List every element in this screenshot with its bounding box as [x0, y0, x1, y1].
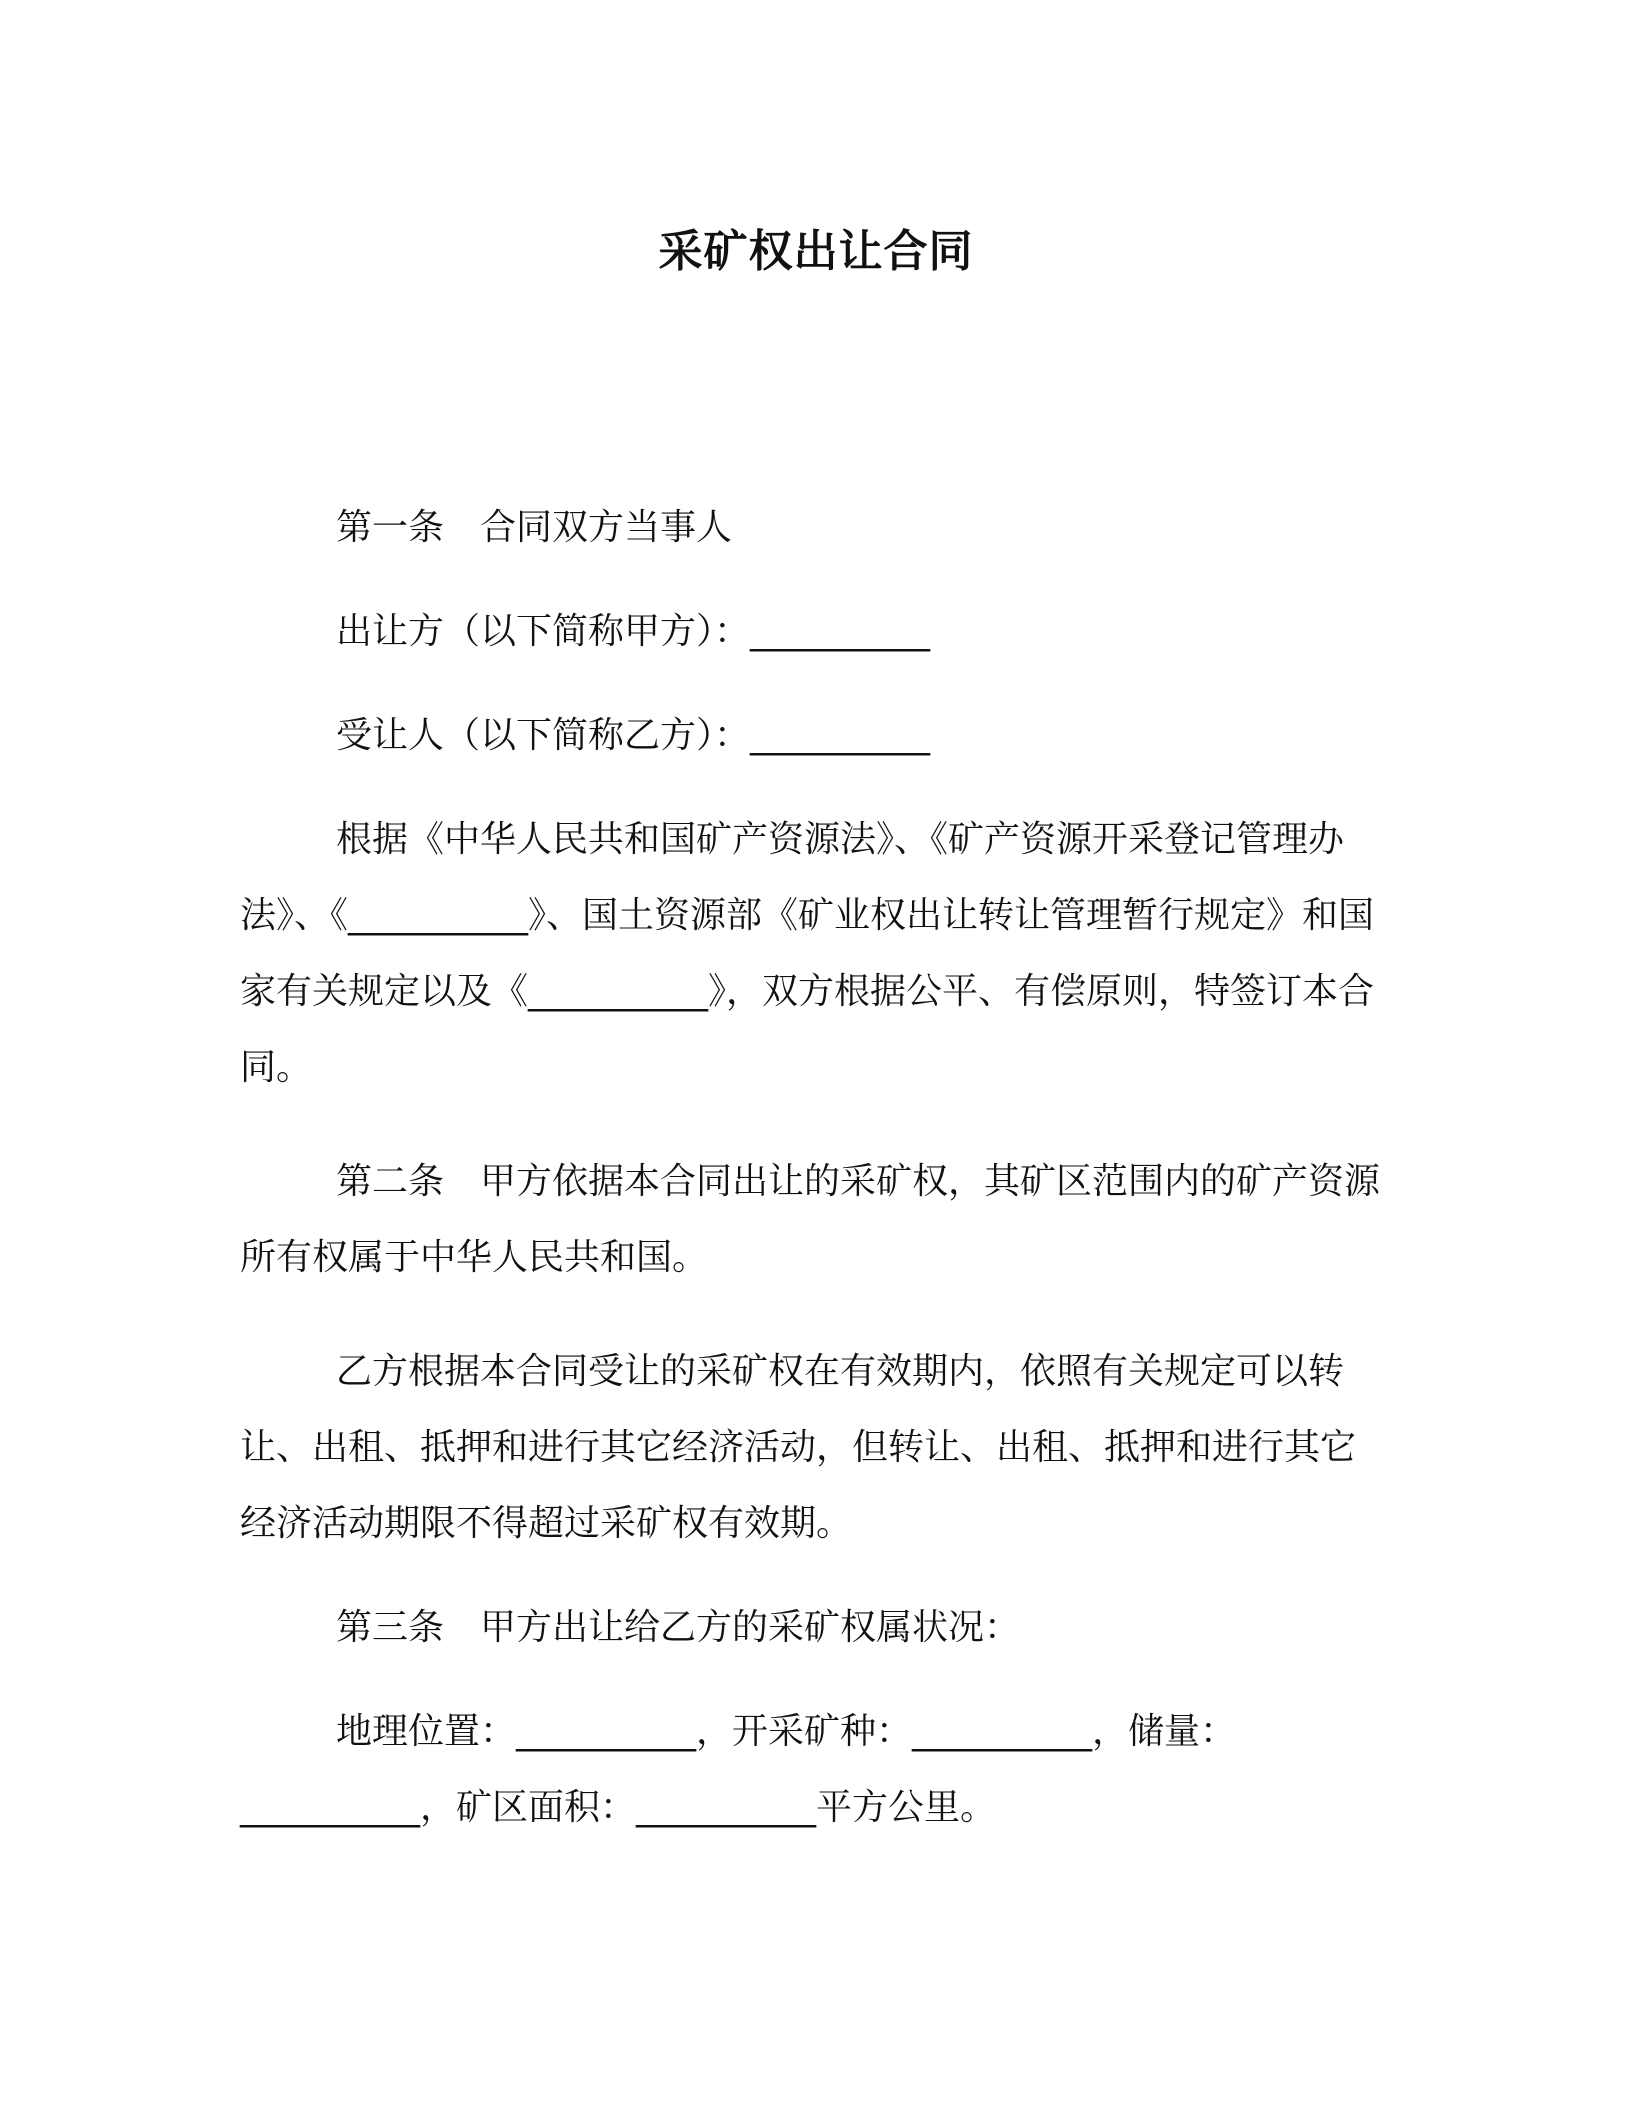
article-2-paragraph: 第二条 甲方依据本合同出让的采矿权，其矿区范围内的矿产资源所有权属于中华人民共和国。 [240, 1161, 1381, 1278]
article-1-heading: 第一条 合同双方当事人 [336, 507, 733, 548]
party-b-line: 受让人（以下简称乙方）：__________ [336, 715, 931, 756]
document-body [240, 490, 1390, 1846]
document-title: 采矿权出让合同 [658, 226, 974, 277]
legal-basis-paragraph: 根据《中华人民共和国矿产资源法》、《矿产资源开采登记管理办法》、《__________》、国土资源部《矿业权出让转让管理暂行规定》和国家有关规定以及《__________》，双方根据公平、有偿原则，特签订本合同。 [240, 819, 1375, 1088]
article-3-heading: 第三条 甲方出让给乙方的采矿权属状况： [336, 1607, 1021, 1648]
mining-details-paragraph: 地理位置：__________，开采矿种：__________，储量：__________，矿区面积：__________平方公里。 [240, 1711, 1237, 1828]
transfer-rights-paragraph: 乙方根据本合同受让的采矿权在有效期内，依照有关规定可以转让、出租、抵押和进行其它经济活动，但转让、出租、抵押和进行其它经济活动期限不得超过采矿权有效期。 [240, 1351, 1357, 1544]
party-a-line: 出让方（以下简称甲方）：__________ [336, 611, 931, 652]
